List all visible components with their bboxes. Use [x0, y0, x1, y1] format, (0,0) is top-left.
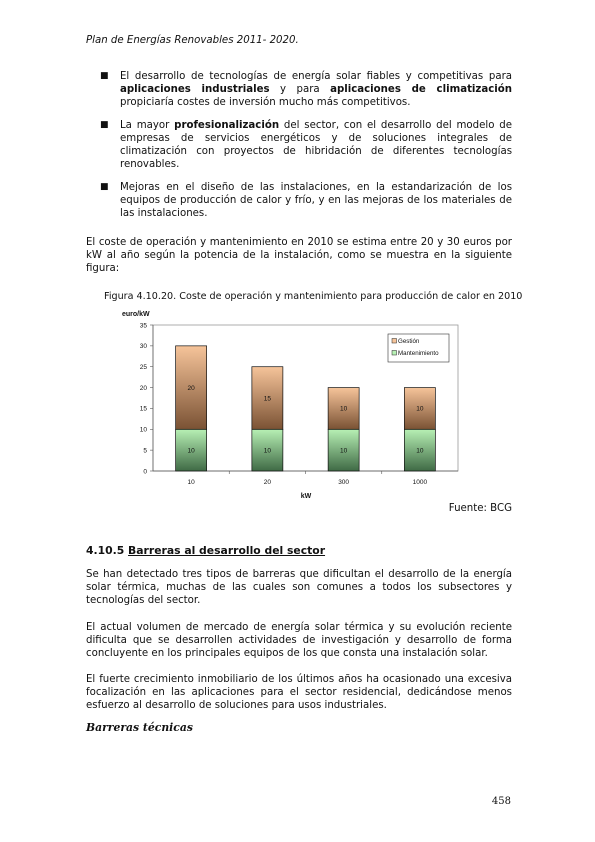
section-number: 4.10.5: [86, 544, 125, 557]
text-segment: y para: [269, 84, 331, 95]
legend-swatch-mantenimiento: [392, 351, 397, 356]
x-axis: [153, 471, 458, 486]
bullet-text: [120, 182, 512, 219]
text-segment: propiciaría costes de inversión mucho más competitivos.: [120, 97, 411, 108]
paragraph-real-estate: El fuerte crecimiento inmobiliario de los últimos años ha ocasionado una excesiva focalización en las aplicaciones para el sector residencial, dedicándose menos esfuerzo al desarrollo de soluciones para usos industriales.: [86, 674, 512, 711]
y-tick-label: 10: [139, 426, 147, 434]
subheading-technical-barriers: Barreras técnicas: [86, 721, 193, 734]
paragraph-market-volume: El actual volumen de mercado de energía solar térmica y su evolución reciente dificulta que se desarrollen actividades de investigación y desarrollo de forma concluyente en los principales equipos de los que consta una instalación solar.: [86, 622, 512, 659]
y-axis: [140, 322, 153, 475]
x-tick-label: 1000: [412, 479, 428, 486]
data-label: 10: [263, 447, 271, 455]
figure-caption: Figura 4.10.20. Coste de operación y mantenimiento para producción de calor en 2010: [104, 291, 523, 302]
y-axis-title: euro/kW: [122, 311, 150, 318]
data-label: 10: [187, 447, 195, 455]
data-label: 15: [263, 395, 271, 403]
bullet-text: [120, 120, 512, 170]
y-tick-label: 15: [139, 405, 147, 413]
data-label: 20: [187, 384, 195, 392]
y-tick-label: 20: [139, 384, 147, 392]
x-axis-title: kW: [300, 493, 312, 500]
bullet-text: [120, 71, 512, 108]
y-tick-label: 35: [139, 322, 147, 330]
data-label: 10: [416, 405, 424, 413]
legend: [388, 334, 449, 362]
x-tick-label: 300: [338, 479, 350, 486]
data-label: 10: [340, 405, 348, 413]
text-segment: El desarrollo de tecnologías de energía solar fiables y competitivas para: [120, 71, 512, 82]
text-segment: La mayor: [120, 120, 175, 131]
bullet-square-icon: ■: [100, 120, 109, 130]
bar-chart: [0, 305, 595, 535]
paragraph-barriers-intro: Se han detectado tres tipos de barreras que dificultan el desarrollo de la energía solar térmica, muchas de las cuales son comunes a todos los subsectores y tecnologías del sector.: [86, 569, 512, 606]
y-tick-label: 5: [143, 447, 147, 455]
y-tick-label: 25: [139, 364, 147, 372]
bullet-square-icon: ■: [100, 71, 109, 81]
bullet-item: [100, 119, 512, 171]
text-segment: del sector, con el desarrollo del modelo de empresas de servicios energéticos y de soluciones integrales de climatización con proyectos de hibridación de diferentes tecnologías renovables.: [120, 120, 512, 170]
x-tick-label: 20: [263, 479, 271, 486]
section-heading: [86, 544, 325, 557]
section-title: Barreras al desarrollo del sector: [128, 544, 326, 557]
bullet-square-icon: ■: [100, 182, 109, 192]
page-number: 458: [491, 796, 511, 807]
x-tick-label: 10: [187, 479, 195, 486]
bold-phrase: aplicaciones industriales: [120, 84, 270, 95]
bold-phrase: profesionalización: [174, 120, 280, 131]
y-tick-label: 30: [139, 343, 147, 351]
data-label: 10: [340, 447, 348, 455]
legend-label-mantenimiento: Mantenimiento: [398, 350, 439, 357]
legend-swatch-gestion: [392, 339, 397, 344]
page-header: Plan de Energías Renovables 2011- 2020.: [86, 35, 299, 46]
bullet-item: [100, 181, 512, 220]
y-tick-label: 0: [143, 468, 147, 476]
intro-paragraph: El coste de operación y mantenimiento en 2010 se estima entre 20 y 30 euros por kW al año según la potencia de la instalación, como se muestra en la siguiente figura:: [86, 237, 512, 274]
data-label: 10: [416, 447, 424, 455]
text-segment: Mejoras en el diseño de las instalaciones, en la estandarización de los equipos de producción de calor y frío, y en las mejoras de los materiales de las instalaciones.: [120, 182, 512, 219]
legend-label-gestion: Gestión: [398, 338, 420, 345]
bullet-list: [100, 70, 512, 230]
figure-source: Fuente: BCG: [448, 503, 512, 514]
bold-phrase: aplicaciones de climatización: [330, 84, 513, 95]
bullet-item: [100, 70, 512, 109]
